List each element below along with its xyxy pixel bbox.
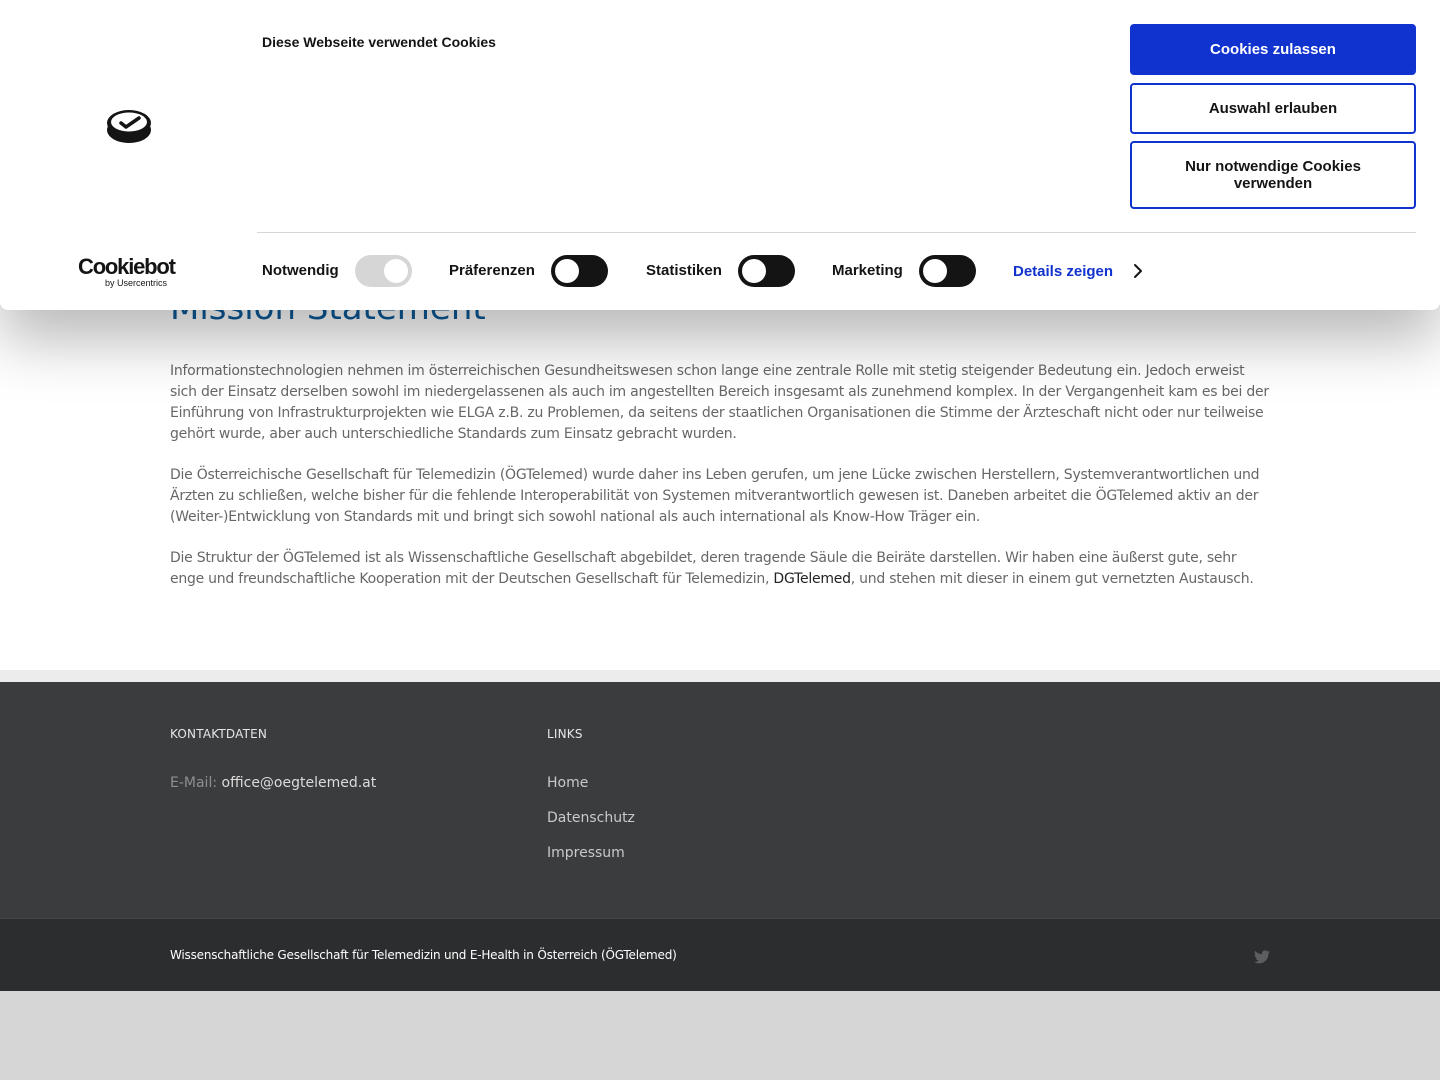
paragraph-3 (170, 548, 1270, 590)
toggle-label-necessary: Notwendig (262, 262, 339, 279)
twitter-icon[interactable] (1254, 950, 1270, 964)
bottom-bar (0, 918, 1440, 991)
brand-sub: by Usercentrics (105, 278, 168, 288)
footer-link-datenschutz[interactable]: Datenschutz (547, 810, 635, 826)
cookie-banner-title: Diese Webseite verwendet Cookies (262, 34, 496, 50)
chevron-right-icon[interactable] (1131, 263, 1145, 279)
cookiebot-logo-icon (104, 106, 154, 146)
toggle-label-preferences: Präferenzen (449, 262, 535, 279)
paragraph-3-text-end: , und stehen mit dieser in einem gut vernetzten Austausch. (850, 571, 1254, 587)
toggle-statistics[interactable] (738, 255, 795, 287)
toggle-knob (923, 259, 947, 283)
paragraph-3-text-start: Die Struktur der ÖGTelemed ist als Wissenschaftliche Gesellschaft abgebildet, deren tragende Säule die Beiräte darstellen. Wir haben eine äußerst gute, sehr enge und freundschaftliche Kooperation mit der Deutschen Gesellschaft für Telemedizin, (170, 550, 1237, 587)
paragraph-2: Die Österreichische Gesellschaft für Telemedizin (ÖGTelemed) wurde daher ins Leben gerufen, um jene Lücke zwischen Herstellern, Systemverantwortlichen und Ärzten zu schließen, welche bisher für die fehlende Interoperabilität von Systemen mitverantwortlich gewesen ist. Daneben arbeitet die ÖGTelemed aktiv an der (Weiter-)Entwicklung von Standards mit und bringt sich sowohl national als auch international als Know-How Träger ein. (170, 467, 1260, 525)
footer-separator (0, 670, 1440, 682)
contact-email (170, 775, 376, 791)
cookiebot-brand (78, 256, 175, 288)
cookie-banner (0, 0, 1440, 310)
contact-heading: KONTAKTDATEN (170, 727, 268, 741)
main-content (170, 361, 1270, 610)
toggle-label-statistics: Statistiken (646, 262, 722, 279)
toggle-knob (742, 259, 766, 283)
links-heading: LINKS (547, 727, 583, 741)
toggle-knob (384, 259, 408, 283)
brand-name: Cookiebot (78, 254, 175, 279)
paragraph-1: Informationstechnologien nehmen im österreichischen Gesundheitswesen schon lange eine zentrale Rolle mit stetig steigender Bedeutung ein. Jedoch erweist sich der Einsatz derselben sowohl im niedergelassenen als auch im angestellten Bereich insgesamt als zunehmend komplex. In der Vergangenheit kam es bei der Einführung von Infrastrukturprojekten wie ELGA z.B. zu Problemen, da seitens der staatlichen Organisationen die Stimme der Ärzteschaft nicht oder nur teilweise gehört wurde, aber auch unterschiedliche Standards zum Einsatz gebracht wurden. (170, 363, 1269, 442)
toggle-knob (555, 259, 579, 283)
allow-all-cookies-button[interactable]: Cookies zulassen (1130, 24, 1416, 75)
footer-link-impressum[interactable]: Impressum (547, 845, 625, 861)
footer (0, 682, 1440, 918)
divider (257, 232, 1416, 233)
copyright-text: Wissenschaftliche Gesellschaft für Telemedizin und E-Health in Österreich (ÖGTelemed) (170, 948, 677, 962)
necessary-cookies-only-button[interactable]: Nur notwendige Cookies verwenden (1130, 141, 1416, 209)
show-details-link[interactable]: Details zeigen (1013, 263, 1114, 280)
allow-selection-button[interactable]: Auswahl erlauben (1130, 83, 1416, 134)
toggle-marketing[interactable] (919, 255, 976, 287)
toggle-preferences[interactable] (551, 255, 608, 287)
toggle-necessary (355, 255, 412, 287)
email-label: E-Mail: (170, 775, 218, 791)
email-link[interactable]: office@oegtelemed.at (221, 775, 377, 791)
footer-links (547, 775, 635, 880)
footer-link-home[interactable]: Home (547, 775, 589, 791)
toggle-label-marketing: Marketing (832, 262, 903, 279)
dgtelemed-link[interactable]: DGTelemed (773, 571, 851, 587)
